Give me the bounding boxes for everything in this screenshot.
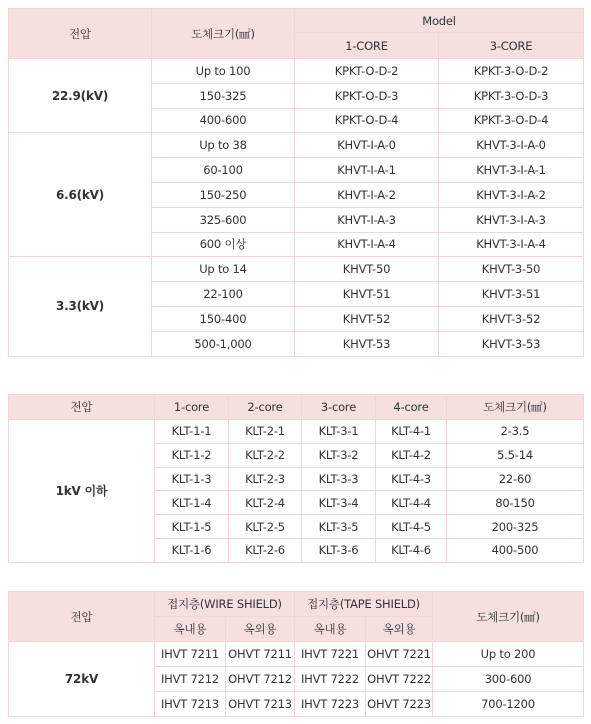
model-3core-cell: KHVT-3-51	[439, 282, 584, 307]
tape-indoor-cell: IHVT 7222	[295, 667, 366, 692]
tape-indoor-cell: IHVT 7221	[295, 642, 366, 667]
header-1-core: 1-CORE	[295, 33, 439, 59]
model-3core-cell: KLT-3-1	[302, 420, 376, 444]
model-4core-cell: KLT-4-6	[376, 538, 447, 562]
size-cell: Up to 100	[152, 59, 295, 84]
tape-outdoor-cell: OHVT 7223	[366, 692, 433, 717]
table-row	[9, 642, 584, 667]
model-1core-cell: KHVT-I-A-1	[295, 158, 439, 183]
model-1core-cell: KLT-1-3	[155, 467, 229, 491]
header-2-core: 2-core	[229, 395, 302, 420]
model-1core-cell: KHVT-I-A-0	[295, 133, 439, 158]
model-3core-cell: KHVT-3-I-A-4	[439, 232, 584, 257]
model-1core-cell: KHVT-53	[295, 331, 439, 356]
model-1core-cell: KLT-1-5	[155, 515, 229, 539]
model-3core-cell: KHVT-3-I-A-1	[439, 158, 584, 183]
size-cell: 5.5-14	[447, 443, 584, 467]
header-3-core: 3-CORE	[439, 33, 584, 59]
size-cell: Up to 14	[152, 257, 295, 282]
table-hv-models	[8, 8, 584, 357]
model-2core-cell: KLT-2-3	[229, 467, 302, 491]
size-cell: 400-600	[152, 108, 295, 133]
model-3core-cell: KPKT-3-O-D-4	[439, 108, 584, 133]
model-3core-cell: KHVT-3-50	[439, 257, 584, 282]
size-cell: 200-325	[447, 515, 584, 539]
model-1core-cell: KHVT-50	[295, 257, 439, 282]
model-4core-cell: KLT-4-5	[376, 515, 447, 539]
model-2core-cell: KLT-2-5	[229, 515, 302, 539]
model-2core-cell: KLT-2-2	[229, 443, 302, 467]
model-3core-cell: KPKT-3-O-D-3	[439, 83, 584, 108]
model-1core-cell: KLT-1-1	[155, 420, 229, 444]
table-row	[9, 133, 584, 158]
model-1core-cell: KHVT-I-A-3	[295, 207, 439, 232]
model-1core-cell: KHVT-52	[295, 306, 439, 331]
size-cell: Up to 38	[152, 133, 295, 158]
model-1core-cell: KHVT-51	[295, 282, 439, 307]
model-3core-cell: KHVT-3-I-A-0	[439, 133, 584, 158]
model-3core-cell: KHVT-3-53	[439, 331, 584, 356]
model-2core-cell: KLT-2-6	[229, 538, 302, 562]
model-4core-cell: KLT-4-2	[376, 443, 447, 467]
wire-outdoor-cell: OHVT 7211	[226, 642, 295, 667]
wire-indoor-cell: IHVT 7213	[155, 692, 226, 717]
group-3-3kv	[9, 257, 584, 356]
tape-outdoor-cell: OHVT 7222	[366, 667, 433, 692]
model-3core-cell: KLT-3-2	[302, 443, 376, 467]
header-voltage: 전압	[9, 395, 155, 420]
voltage-cell: 6.6(kV)	[9, 133, 152, 257]
model-3core-cell: KLT-3-4	[302, 491, 376, 515]
model-1core-cell: KPKT-O-D-4	[295, 108, 439, 133]
model-2core-cell: KLT-2-4	[229, 491, 302, 515]
table-row	[9, 420, 584, 444]
header-conductor-size: 도체크기(㎟)	[447, 395, 584, 420]
model-3core-cell: KPKT-3-O-D-2	[439, 59, 584, 84]
tape-indoor-cell: IHVT 7223	[295, 692, 366, 717]
model-4core-cell: KLT-4-3	[376, 467, 447, 491]
wire-indoor-cell: IHVT 7212	[155, 667, 226, 692]
voltage-cell: 22.9(kV)	[9, 59, 152, 133]
size-cell: 2-3.5	[447, 420, 584, 444]
header-tape-outdoor: 옥외용	[366, 617, 433, 642]
voltage-cell: 72kV	[9, 642, 155, 717]
header-wire-indoor: 옥내용	[155, 617, 226, 642]
size-cell: 80-150	[447, 491, 584, 515]
size-cell: 500-1,000	[152, 331, 295, 356]
header-voltage: 전압	[9, 592, 155, 642]
model-3core-cell: KLT-3-3	[302, 467, 376, 491]
size-cell: 300-600	[433, 667, 584, 692]
tape-outdoor-cell: OHVT 7221	[366, 642, 433, 667]
table-lv-models	[8, 394, 584, 563]
model-1core-cell: KLT-1-4	[155, 491, 229, 515]
model-3core-cell: KLT-3-5	[302, 515, 376, 539]
model-3core-cell: KHVT-3-I-A-2	[439, 182, 584, 207]
size-cell: 400-500	[447, 538, 584, 562]
size-cell: 22-60	[447, 467, 584, 491]
voltage-cell: 1kV 이하	[9, 420, 155, 563]
model-2core-cell: KLT-2-1	[229, 420, 302, 444]
model-1core-cell: KLT-1-6	[155, 538, 229, 562]
size-cell: 325-600	[152, 207, 295, 232]
table-row	[9, 257, 584, 282]
wire-outdoor-cell: OHVT 7212	[226, 667, 295, 692]
model-3core-cell: KLT-3-6	[302, 538, 376, 562]
wire-outdoor-cell: OHVT 7213	[226, 692, 295, 717]
size-cell: 600 이상	[152, 232, 295, 257]
model-1core-cell: KPKT-O-D-3	[295, 83, 439, 108]
table-row	[9, 59, 584, 84]
model-1core-cell: KLT-1-2	[155, 443, 229, 467]
table-72kv-models	[8, 591, 584, 717]
voltage-cell: 3.3(kV)	[9, 257, 152, 356]
size-cell: 150-250	[152, 182, 295, 207]
model-3core-cell: KHVT-3-I-A-3	[439, 207, 584, 232]
model-1core-cell: KHVT-I-A-4	[295, 232, 439, 257]
header-4-core: 4-core	[376, 395, 447, 420]
size-cell: 22-100	[152, 282, 295, 307]
size-cell: 700-1200	[433, 692, 584, 717]
model-1core-cell: KPKT-O-D-2	[295, 59, 439, 84]
header-voltage: 전압	[9, 9, 152, 59]
header-model: Model	[295, 9, 584, 33]
header-1-core: 1-core	[155, 395, 229, 420]
size-cell: 60-100	[152, 158, 295, 183]
model-3core-cell: KHVT-3-52	[439, 306, 584, 331]
size-cell: 150-325	[152, 83, 295, 108]
group-22-9kv	[9, 59, 584, 133]
group-6-6kv	[9, 133, 584, 257]
model-1core-cell: KHVT-I-A-2	[295, 182, 439, 207]
model-4core-cell: KLT-4-1	[376, 420, 447, 444]
header-conductor-size: 도체크기(㎟)	[152, 9, 295, 59]
size-cell: 150-400	[152, 306, 295, 331]
header-conductor-size: 도체크기(㎟)	[433, 592, 584, 642]
header-tape-indoor: 옥내용	[295, 617, 366, 642]
header-wire-shield: 접지층(WIRE SHIELD)	[155, 592, 295, 617]
size-cell: Up to 200	[433, 642, 584, 667]
model-4core-cell: KLT-4-4	[376, 491, 447, 515]
header-3-core: 3-core	[302, 395, 376, 420]
header-tape-shield: 접지층(TAPE SHIELD)	[295, 592, 433, 617]
header-wire-outdoor: 옥외용	[226, 617, 295, 642]
wire-indoor-cell: IHVT 7211	[155, 642, 226, 667]
